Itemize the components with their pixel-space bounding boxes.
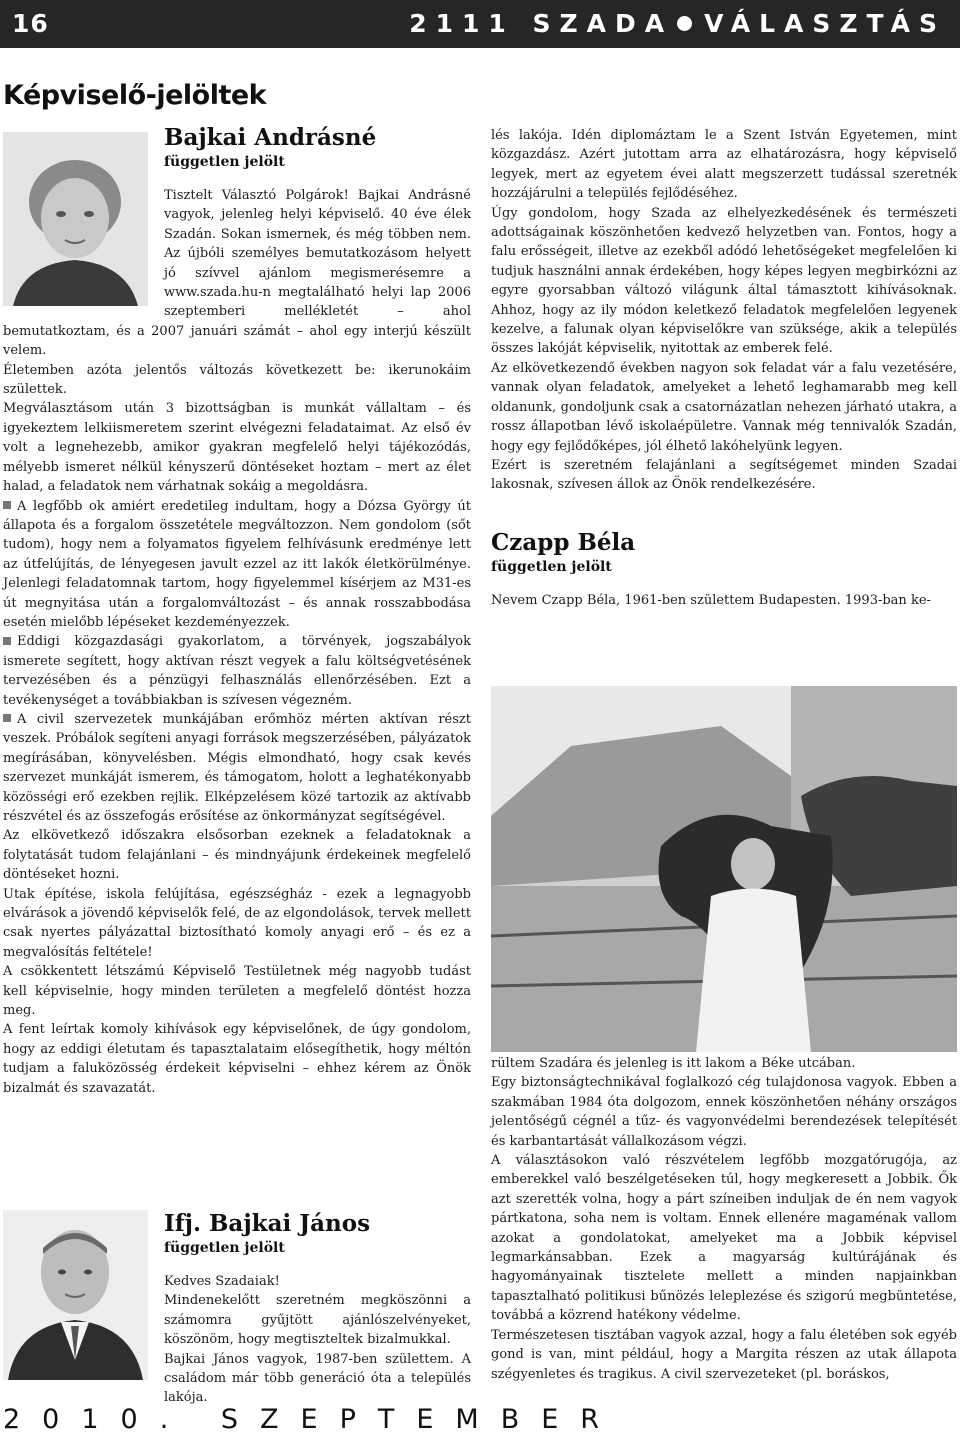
paragraph: A fent leírtak komoly kihívások egy képviselőnek, de úgy gondolom, hogy az eddigi életutam és tapasztalataim elősegíthetik, hogy méltón tudjam a faluközösség érdekeit képviselni – ehhez kérem az Önök bizalmát és szavazatát. — [3, 1022, 471, 1096]
paragraph: Mindenekelőtt szeretném megköszönni a számomra gyűjtött ajánlószelvényeket, köszönöm, hogy megtiszteltek bizalmukkal. — [164, 1293, 471, 1348]
square-bullet-icon — [3, 714, 11, 722]
bullet-text: A legfőbb ok amiért eredetileg indultam, hogy a Dózsa György út állapota és a forgalom összetétele megváltozzon. Nem gondolom (sőt tudom), hogy nem a folyamatos figyelem felhívásunk eredménye lett az útfelújítás, de lényegesen javult ezzel az itt lakók életkörülménye. Jelenlegi feladatomnak tartom, hogy figyelemmel kísérjem az M31-es út megnyitása után a forgalomváltozást – és annak rosszabbodása esetén mielőbb lépéseket kezdeményezzek. — [3, 498, 471, 630]
candidate-photo-ifj-bajkai-janos — [3, 1210, 148, 1380]
candidate-name-czapp-bela: Czapp Béla — [491, 528, 636, 556]
paragraph: A választásokon való részvételem legfőbb mozgatórugója, az emberekkel való beszélgetéseken túl, hogy megkeresett a Jobbik. Ők azt szerették volna, hogy a párt színeiben induljak de én nem vagyok pártkatona, soha nem is voltam. Ennek ellenére magaménak vallom azokat a gondolatokat, amelyeket ma a Jobbik képvisel legmarkánsabban. Ezek a magyarság kultúrájának és hagyományainak tisztelete mellett a minden napjainkban tapasztalható politikusi bűnözés leleplezése és szigorú megbüntetése, továbbá a közrend hatékony védelme. — [491, 1153, 957, 1324]
candidate-name-ifj-bajkai-janos: Ifj. Bajkai János — [164, 1210, 371, 1237]
czapp-bela-continued — [491, 1054, 957, 1384]
paragraph: Az elkövetkező időszakra elsősorban ezeknek a feladatoknak a folytatását tudom felajánlani – és mindnyájunk érdekeinek megfelelő döntéseket hozni. — [3, 828, 471, 883]
paragraph: Életemben azóta jelentős változás következett be: ikerunokáim születtek. — [3, 362, 471, 398]
left-column — [3, 124, 471, 1098]
paragraph: Megválasztásom után 3 bizottságban is munkát vállaltam – és igyekeztem lelkiismeretem szerint elvégezni feladataimat. Az első év volt a legnehezebb, amikor gyakran megfelelő helyi tájékozódás, mélyebb ismeret nélkül kényszerű döntéseket hoztam – mert az élet halad, a feladatok nem várhatnak sokáig a megoldásra. — [3, 401, 471, 495]
paragraph: Egy biztonságtechnikával foglalkozó cég tulajdonosa vagyok. Ebben a szakmában 1984 óta dolgozom, ennek köszönhetően néhány országos jelentőségű cégnél a tűz- és vagyonvédelmi berendezések telepítését és karbantartását vállalkozásom végzi. — [491, 1075, 957, 1149]
bullet-dot-icon — [677, 16, 692, 31]
paragraph: Úgy gondolom, hogy Szada az elhelyezkedésének és természeti adottságainak köszönhetően kedvező helyzetben van. Fontos, hogy a falu erősségeit, illetve az ezekből adódó lehetőségeket megfelelően ki tudjuk használni annak érdekében, hogy képes legyen megbirkózni az egyre gyorsabban változó világunk által támasztott kihívásoknak. Ahhoz, hogy az ily módon keletkező feladatok megfelelően legyenek kezelve, a falunak olyan képviselőkre van szüksége, akik a település összes lakóját képviselik, nyitottak az emberek felé. — [491, 205, 957, 357]
paragraph: Tisztelt Választó Polgárok! Bajkai Andrásné vagyok, jelenleg helyi képviselő. 40 éve élek Szadán. Sokan ismernek, és még többen nem. Az újbóli személyes bemutatkozásom helyett jó szívvel ajánlom megismerésemre a www.szada.hu-n megtalálható helyi lap 2006 szeptemberi mellékletét – ahol bemutatkoztam, és a 2007 januári számát – ahol egy interjú készült velem. — [3, 188, 471, 359]
bullet-paragraph — [3, 497, 471, 633]
paragraph: A csökkentett létszámú Képviselő Testületnek még nagyobb tudást kell képviselnie, hogy minden területen a megfelelő döntést hozza meg. — [3, 964, 471, 1019]
paragraph: lés lakója. Idén diplomáztam le a Szent István Egyetemen, mint közgazdász. Azért jutottam arra az elhatározásra, hogy képviselő legyek, mert az egyetem évei alatt megszerzett tudással szeretnék hozzájárulni a település fejlődéséhez. — [491, 128, 957, 202]
header-title — [409, 9, 946, 38]
header-title-right: VÁLASZTÁS — [704, 9, 946, 38]
candidate-status-czapp-bela: független jelölt — [491, 558, 612, 575]
candidate-photo-czapp-bela-horses — [491, 686, 957, 1052]
bullet-paragraph — [3, 710, 471, 826]
footer-date: 2010. SZEPTEMBER — [3, 1404, 622, 1433]
candidate-status-ifj-bajkai-janos: független jelölt — [164, 1240, 285, 1256]
paragraph: Természetesen tisztában vagyok azzal, hogy a falu életében sok egyéb gond is van, mint például, hogy a Margita részen az utak állapota szégyenletes és tragikus. A civil szervezeteket (pl. boráskos, — [491, 1327, 957, 1382]
bullet-paragraph — [3, 632, 471, 710]
page-header-bar — [0, 0, 960, 48]
paragraph: Bajkai János vagyok, 1987-ben születtem. A családom már több generáció óta a település lakója. — [164, 1351, 471, 1406]
square-bullet-icon — [3, 501, 11, 509]
paragraph: Az elkövetkezendő években nagyon sok feladat vár a falu vezetésére, vannak olyan feladatok, amelyeket a lehető leghamarabb meg kell oldanunk, gondoljunk csak a csatornázatlan nehezen járható utakra, a rossz állapotban lévő iskolaépületre. Vannak még tennivalók Szadán, hogy egy fejlődőképes, jól élhető lakóhelyünk legyen. — [491, 360, 957, 454]
paragraph: Ezért is szeretném felajánlani a segítségemet minden Szadai lakosnak, szívesen állok az Önök rendelkezésére. — [491, 457, 957, 493]
candidate-status-bajkai-andrasne: független jelölt — [164, 154, 285, 170]
paragraph: Utak építése, iskola felújítása, egészségház - ezek a legnagyobb elvárások a jövendő képviselők felé, de az elgondolások, tervek mellett csak nyertes pályázattal biztosítható komoly anyagi erő – és ez a megvalósítás feltétele! — [3, 886, 471, 960]
candidate-name-bajkai-andrasne: Bajkai Andrásné — [164, 124, 377, 151]
paragraph: Kedves Szadaiak! — [164, 1274, 280, 1289]
bullet-text: A civil szervezetek munkájában erőmhöz mérten aktívan részt veszek. Próbálok segíteni anyagi források megszerzésében, pályázatok megírásában, könyvelésben. Mégis elmondható, hogy csak kevés szervezet munkáját ismerem, és támogatom, holott a leghatékonyabb közösségi erő ezekben rejlik. Elképzelésem közé tartozik az aktívabb részvétel és az összefogás erősítése az önkormányzat segítségével. — [3, 711, 471, 824]
paragraph: Nevem Czapp Béla, 1961-ben születtem Budapesten. 1993-ban ke- — [491, 592, 931, 608]
section-title: Képviselő-jelöltek — [3, 80, 267, 111]
right-column — [491, 126, 957, 610]
paragraph: rültem Szadára és jelenleg is itt lakom a Béke utcában. — [491, 1056, 856, 1071]
page-number: 16 — [12, 9, 49, 38]
bullet-text: Eddigi közgazdasági gyakorlatom, a törvények, jogszabályok ismerete segített, hogy aktívan részt vegyek a falu költségvetésének tervezésében és a pénzügyi felhasználás ellenőrzésében. Ezt a tevékenységet a továbbiakban is szívesen végezném. — [3, 634, 471, 708]
header-title-left: 2111 SZADA — [409, 9, 674, 38]
square-bullet-icon — [3, 637, 11, 645]
